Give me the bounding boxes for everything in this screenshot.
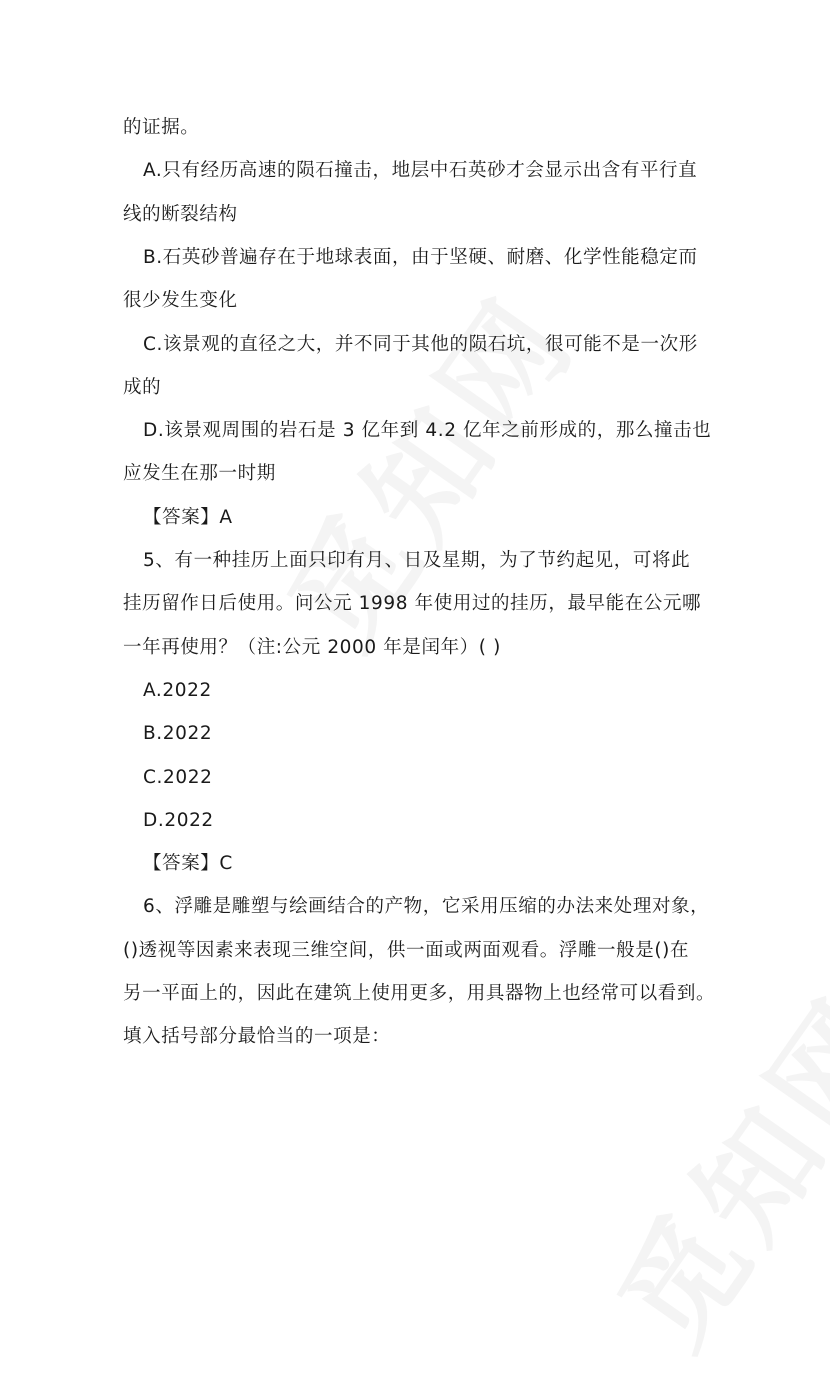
text-line: C.2022 [143,766,213,788]
text-line: 成的 [123,376,162,398]
text-line: 【答案】C [143,853,233,875]
text-line: C.该景观的直径之大，并不同于其他的陨石坑，很可能不是一次形 [143,333,698,355]
text-line: 另一平面上的，因此在建筑上使用更多，用具器物上也经常可以看到。 [123,983,716,1004]
text-line: 6、浮雕是雕塑与绘画结合的产物，它采用压缩的办法来处理对象， [143,896,710,918]
text-line: D.该景观周围的岩石是 3 亿年到 4.2 亿年之前形成的，那么撞击也 [143,420,712,442]
text-line: B.石英砂普遍存在于地球表面，由于坚硬、耐磨、化学性能稳定而 [143,246,698,268]
text-line: 的证据。 [123,117,200,138]
text-line: 应发生在那一时期 [123,463,276,485]
text-line: A.2022 [143,679,212,701]
text-line: D.2022 [143,809,214,831]
text-line: A.只有经历高速的陨石撞击，地层中石英砂才会显示出含有平行直 [143,160,698,182]
text-line: 5、有一种挂历上面只印有月、日及星期，为了节约起见，可将此 [143,550,691,571]
text-line: ()透视等因素来表现三维空间，供一面或两面观看。浮雕一般是()在 [123,939,690,961]
text-line: 一年再使用？（注:公元 2000 年是闰年）( ) [123,636,501,658]
text-line: B.2022 [143,723,213,745]
text-line: 【答案】A [143,506,233,528]
text-line: 很少发生变化 [123,290,238,312]
text-line: 填入括号部分最恰当的一项是： [123,1026,391,1048]
text-line: 线的断裂结构 [123,203,238,225]
text-line: 挂历留作日后使用。问公元 1998 年使用过的挂历，最早能在公元哪 [123,593,702,615]
watermark [573,957,830,1375]
